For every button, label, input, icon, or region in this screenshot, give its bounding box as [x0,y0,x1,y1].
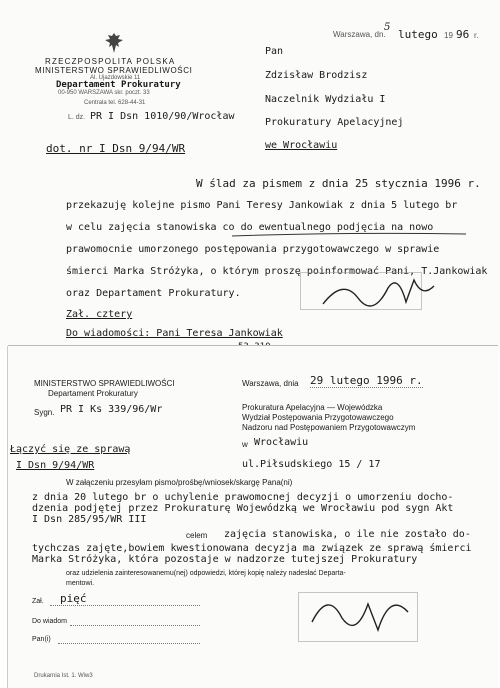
intro-line: W załączeniu przesyłam pismo/prośbę/wniosek/skargę Pana(ni) [66,478,293,487]
printed-tail-2: mentowi. [66,580,95,587]
street: ul.Piłsudskiego 15 / 17 [242,459,381,470]
recipient-line-4: Prokuratury Apelacyjnej [265,117,404,128]
address: 00-950 WARSZAWA skr. poczt. 33 [58,90,150,96]
recipient-line-1: Prokuratura Apelacyjna — Wojewódzka [242,403,383,412]
date-day: 5 [384,22,391,33]
letter-page-2 [8,346,498,688]
recipient-line-3: Nadzoru nad Postępowaniem Przygotowawczym [242,423,416,432]
dept-stamp: Departament Prokuratury [56,80,181,90]
body-line-4: prawomocnie umorzonego postępowania przygotowawczego w sprawie [66,244,440,255]
typed2-line-1: tychczas zajęte,bowiem kwestionowana decyzja ma związek ze sprawą śmierci [32,543,472,554]
signature-mark [308,582,418,642]
ministry: MINISTERSTWO SPRAWIEDLIWOŚCI [34,379,175,388]
date-prefix: Warszawa, dn. [333,30,386,39]
printed-tail: oraz udzielenia zainteresowanemu(nej) odpowiedzi, której kopię należy nadesłać Departa- [66,570,346,577]
typed-line-2: dzenia podjętej przez Prokuraturę Wojewódzką we Wrocławiu pod sygn Akt [32,503,454,514]
body-line-6: oraz Departament Prokuratury. [66,288,241,299]
city-label: w [242,440,248,449]
signature-mark [318,268,438,312]
body-line-5: śmierci Marka Stróżyka, o którym proszę poinformować Pani, T.Jankowiak [66,266,488,277]
copy-to: Do wiadomości: Pani Teresa Jankowiak [66,328,283,339]
date-year: 96 [456,28,470,41]
place-label: Warszawa, dnia [242,379,299,388]
typed2-line-2: Marka Stróżyka, która pozostaje w nadzorze tutejszej Prokuratury [32,554,418,565]
recipient-line-1: Pan [265,46,284,57]
recipient-line-3: Naczelnik Wydziału I [265,94,386,105]
recipient-line-5: we Wrocławiu [265,140,338,151]
org-line-1: RZECZPOSPOLITA POLSKA [45,57,176,66]
attachments-line [50,605,200,606]
recipient-line-2: Zdzisław Brodzisz [265,70,368,81]
date-year-suffix: r. [474,31,479,40]
cc-label: Do wiadom [32,618,68,625]
typed-line-1: z dnia 20 lutego br o uchylenie prawomocnej decyzji o umorzeniu docho- [32,492,454,503]
city-value: Wrocławiu [254,437,309,448]
ref-number: PR I Dsn 1010/90/Wrocław [90,111,235,122]
footer-print: Drukarnia Ist. 1. Wiw3 [34,673,93,679]
ref-prefix: L. dz. [68,114,86,121]
org-line-2: MINISTERSTWO SPRAWIEDLIWOŚCI [35,66,193,75]
date-year-prefix: 19 [444,31,453,40]
pan-label: Pan(i) [32,636,51,643]
pan-line [58,643,200,644]
enclosure: Zał. cztery [66,309,133,320]
typed-line-3: I Dsn 285/95/WR III [32,514,147,525]
phone: Centrala tel. 628-44-31 [84,100,146,106]
body-line-3: w celu zajęcia stanowiska co do ewentualnego podjęcia na nowo [66,222,434,233]
hand-underline [230,230,470,240]
body-line-2: przekazuję kolejne pismo Pani Teresy Jankowiak z dnia 5 lutego br [66,200,458,211]
date-month: lutego [398,28,438,41]
eagle-emblem-icon [104,32,124,54]
department: Departament Prokuratury [48,389,138,398]
sygn-label: Sygn. [34,408,55,417]
attachments-value: pięć [60,592,87,605]
celem-text: zajęcia stanowiska, o ile nie zostało do- [224,529,471,540]
body-line-1: W ślad za pismem z dnia 25 stycznia 1996 r. [196,177,481,190]
sygn-value: PR I Ks 339/96/Wr [60,404,163,415]
dot-reference: dot. nr I Dsn 9/94/WR [46,142,186,155]
date-handwritten: 29 lutego 1996 r. [310,374,423,387]
side-note-1: Łączyć się ze sprawą [10,444,131,455]
org-line-3: Al. Ujazdowskie 11 [90,75,141,81]
attachments-label: Zał. [32,598,44,605]
recipient-line-2: Wydział Postępowania Przygotowawczego [242,413,394,422]
side-note-2: I Dsn 9/94/WR [16,460,95,471]
celem-label: celem [186,531,208,540]
cc-line [70,625,200,626]
